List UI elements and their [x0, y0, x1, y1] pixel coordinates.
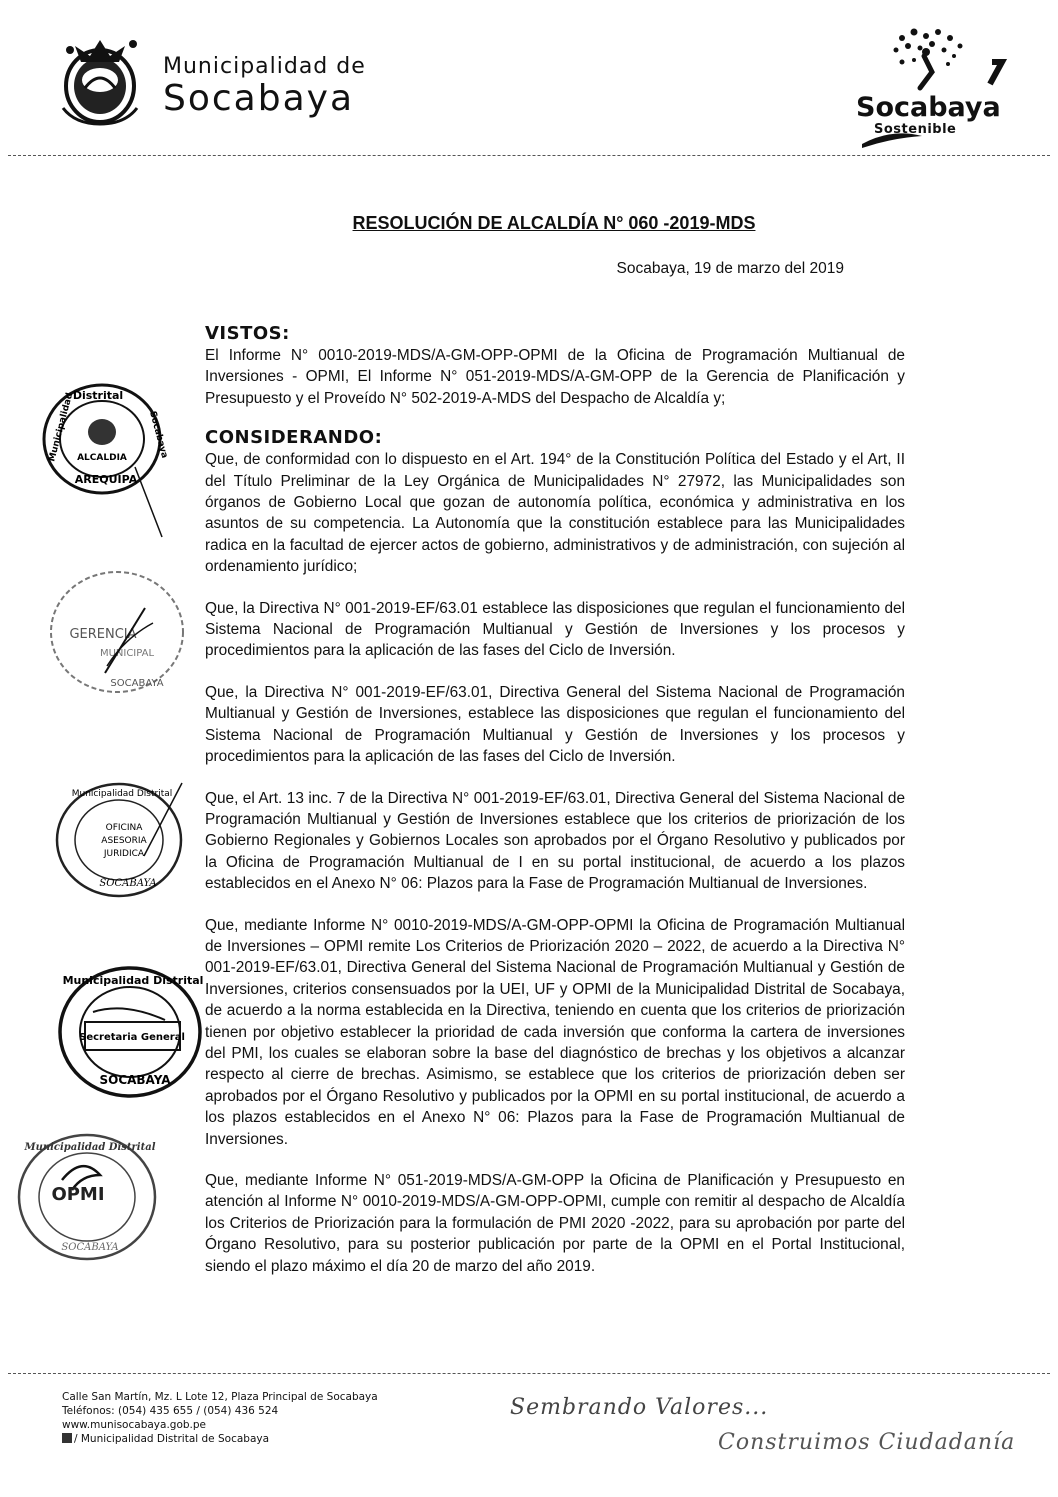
secretaria-general-seal	[55, 962, 205, 1107]
considerando-paragraph-6: Que, mediante Informe N° 051-2019-MDS/A-GM-OPP la Oficina de Planificación y Presupuesto en atención al Informe N° 0010-2019-MDS/A-GM-OPP-OPMI, cumple con remitir al despacho de Alcaldía los Criterios de Priorización para la formulación de PMI 2020 -2022, para su aprobación por parte del Órgano Resolutivo, para su posterior publicación por parte de la OPMI en el Portal Institucional, siendo el plazo máximo el día 20 de marzo del año 2019.	[205, 1172, 905, 1275]
opmi-seal	[12, 1130, 162, 1270]
header-divider	[8, 155, 1050, 156]
considerando-paragraph-3: Que, la Directiva N° 001-2019-EF/63.01, Directiva General del Sistema Nacional de Programación Multianual y Gestión de Inversiones, establece las disposiciones que regulan el funcionamiento del Sistema Nacional de Programación Multianual y Gestión de Inversiones y los procesos y procedimientos para la aplicación de las fases del Ciclo de Inversión.	[205, 683, 905, 766]
resolution-date: Socabaya, 19 de marzo del 2019	[616, 260, 844, 277]
gerencia-seal	[45, 568, 190, 703]
footer-divider	[8, 1373, 1050, 1374]
seal3-bottom-text: SOCABAYA	[99, 878, 157, 889]
footer-phones: Teléfonos: (054) 435 655 / (054) 436 524	[62, 1405, 279, 1417]
footer-contact	[62, 1390, 378, 1446]
seal1-bottom-text: AREQUIPA	[74, 473, 138, 486]
seal3-mid3-text: JURIDICA	[103, 849, 145, 859]
municipality-label: Municipalidad de	[163, 54, 366, 79]
footer-social-label: / Municipalidad Distrital de Socabaya	[74, 1433, 270, 1445]
facebook-icon	[62, 1433, 72, 1443]
seal1-top-text: Distrital	[72, 389, 124, 402]
considerando-paragraph-4: Que, el Art. 13 inc. 7 de la Directiva N° 001-2019-EF/63.01, Directiva General del Sistema Nacional de Programación Multianual y Gestión de Inversiones establece que los criterios de priorización de los Gobierno Regionales y Gobiernos Locales son aprobados por el Órgano Resolutivo y publicados por la Oficina de Programación Multianual de I en su portal institucional, de acuerdo a los plazos establecidos en el Anexo N° 06: Plazos para la Fase de Programación Multianual de Inversiones.	[205, 789, 905, 893]
brand-name: Socabaya	[856, 92, 1001, 123]
alcaldia-seal	[40, 382, 170, 502]
seal4-bottom-text: SOCABAYA	[99, 1073, 171, 1087]
seal4-top-text: Municipalidad Distrital	[62, 974, 204, 987]
asesoria-juridica-seal	[52, 778, 187, 908]
footer-social	[62, 1432, 378, 1446]
footer-website: www.munisocabaya.gob.pe	[62, 1419, 206, 1431]
considerando-paragraph-5: Que, mediante Informe N° 0010-2019-MDS/A-GM-OPP-OPMI la Oficina de Programación Multianual de Inversiones – OPMI remite Los Criterios de Priorización 2020 – 2022, de acuerdo a la Directiva N° 001-2019-EF/63.01, Directiva General del Sistema Nacional de Programación Multianual y Gestión de Inversiones, criterios consensuados por la UEI, UF y OPMI de la Municipalidad Distrital de Socabaya, de acuerdo a la norma establecida en la Directiva, teniendo en cuenta que los criterios de priorización tienen por objetivo establecer la prioridad de cada inversión que conforma la cartera de inversiones del PMI, los cuales se elaboran sobre la base del diagnóstico de brechas y los objetivos a alcanzar respecto al cierre de brechas. Asimismo, se establece que los criterios de priorización deben ser aprobados por el Órgano Resolutivo y publicados por la OPMI en su portal institucional, de acuerdo a los plazos establecidos en el Anexo N° 06: Plazos para la Fase de Programación Multianual de Inversiones.	[205, 916, 905, 1148]
seal2-mid2-text: MUNICIPAL	[99, 648, 155, 659]
resolution-title: RESOLUCIÓN DE ALCALDÍA N° 060 -2019-MDS	[352, 213, 756, 233]
vistos-paragraph: El Informe N° 0010-2019-MDS/A-GM-OPP-OPMI de la Oficina de Programación Multianual de Inversiones - OPMI, El Informe N° 051-2019-MDS/A-GM-OPP de la Gerencia de Planificación y Presupuesto y el Proveído N° 502-2019-A-MDS del Despacho de Alcaldía y;	[205, 347, 905, 407]
seal5-mid-text: OPMI	[51, 1184, 105, 1205]
considerando-heading: CONSIDERANDO:	[205, 427, 383, 449]
seal3-top-text: Municipalidad Distrital	[71, 789, 173, 799]
seal1-left-text: Municipalidad	[47, 391, 76, 463]
considerando-paragraph-1: Que, de conformidad con lo dispuesto en el Art. 194° de la Constitución Política del Estado y el Art, II del Título Preliminar de la Ley Orgánica de Municipalidades N° 27972, las Municipalidades son órganos de Gobierno Local que gozan de autonomía política, económica y administrativa en los asuntos de su competencia. La Autonomía que la constitución establece para las Municipalidades radica en la facultad de ejercer actos de gobierno, administrativos y de administración, con sujeción al ordenamiento jurídico;	[205, 451, 905, 576]
municipality-name: Socabaya	[163, 78, 355, 119]
seal3-mid2-text: ASESORIA	[101, 836, 147, 846]
slogan-line-1: Sembrando Valores...	[510, 1395, 769, 1420]
seal2-bottom-text: SOCABAYA	[110, 678, 164, 689]
vistos-heading: VISTOS:	[205, 323, 290, 344]
seal5-bottom-text: SOCABAYA	[61, 1242, 119, 1253]
considerando-paragraph-2: Que, la Directiva N° 001-2019-EF/63.01 establece las disposiciones que regulan el funcionamiento del Sistema Nacional de Programación Multianual y Gestión de Inversiones y los procesos y procedimientos para la aplicación de las fases del Ciclo de Inversión.	[205, 599, 905, 660]
seal4-mid-text: Secretaria General	[79, 1032, 185, 1043]
brand-subtitle: Sostenible	[874, 122, 957, 137]
seal2-mid-text: GERENCIA	[69, 627, 137, 642]
seal1-mid-text: ALCALDIA	[77, 453, 127, 463]
seal1-right-text: Socabaya	[147, 410, 170, 460]
footer-address: Calle San Martín, Mz. L Lote 12, Plaza Principal de Socabaya	[62, 1391, 378, 1403]
seal3-mid1-text: OFICINA	[105, 823, 143, 833]
slogan-line-2: Construimos Ciudadanía	[718, 1430, 1016, 1455]
document-body	[205, 323, 905, 1297]
municipal-crest-logo	[55, 28, 145, 128]
seal5-top-text: Municipalidad Distrital	[24, 1142, 156, 1153]
